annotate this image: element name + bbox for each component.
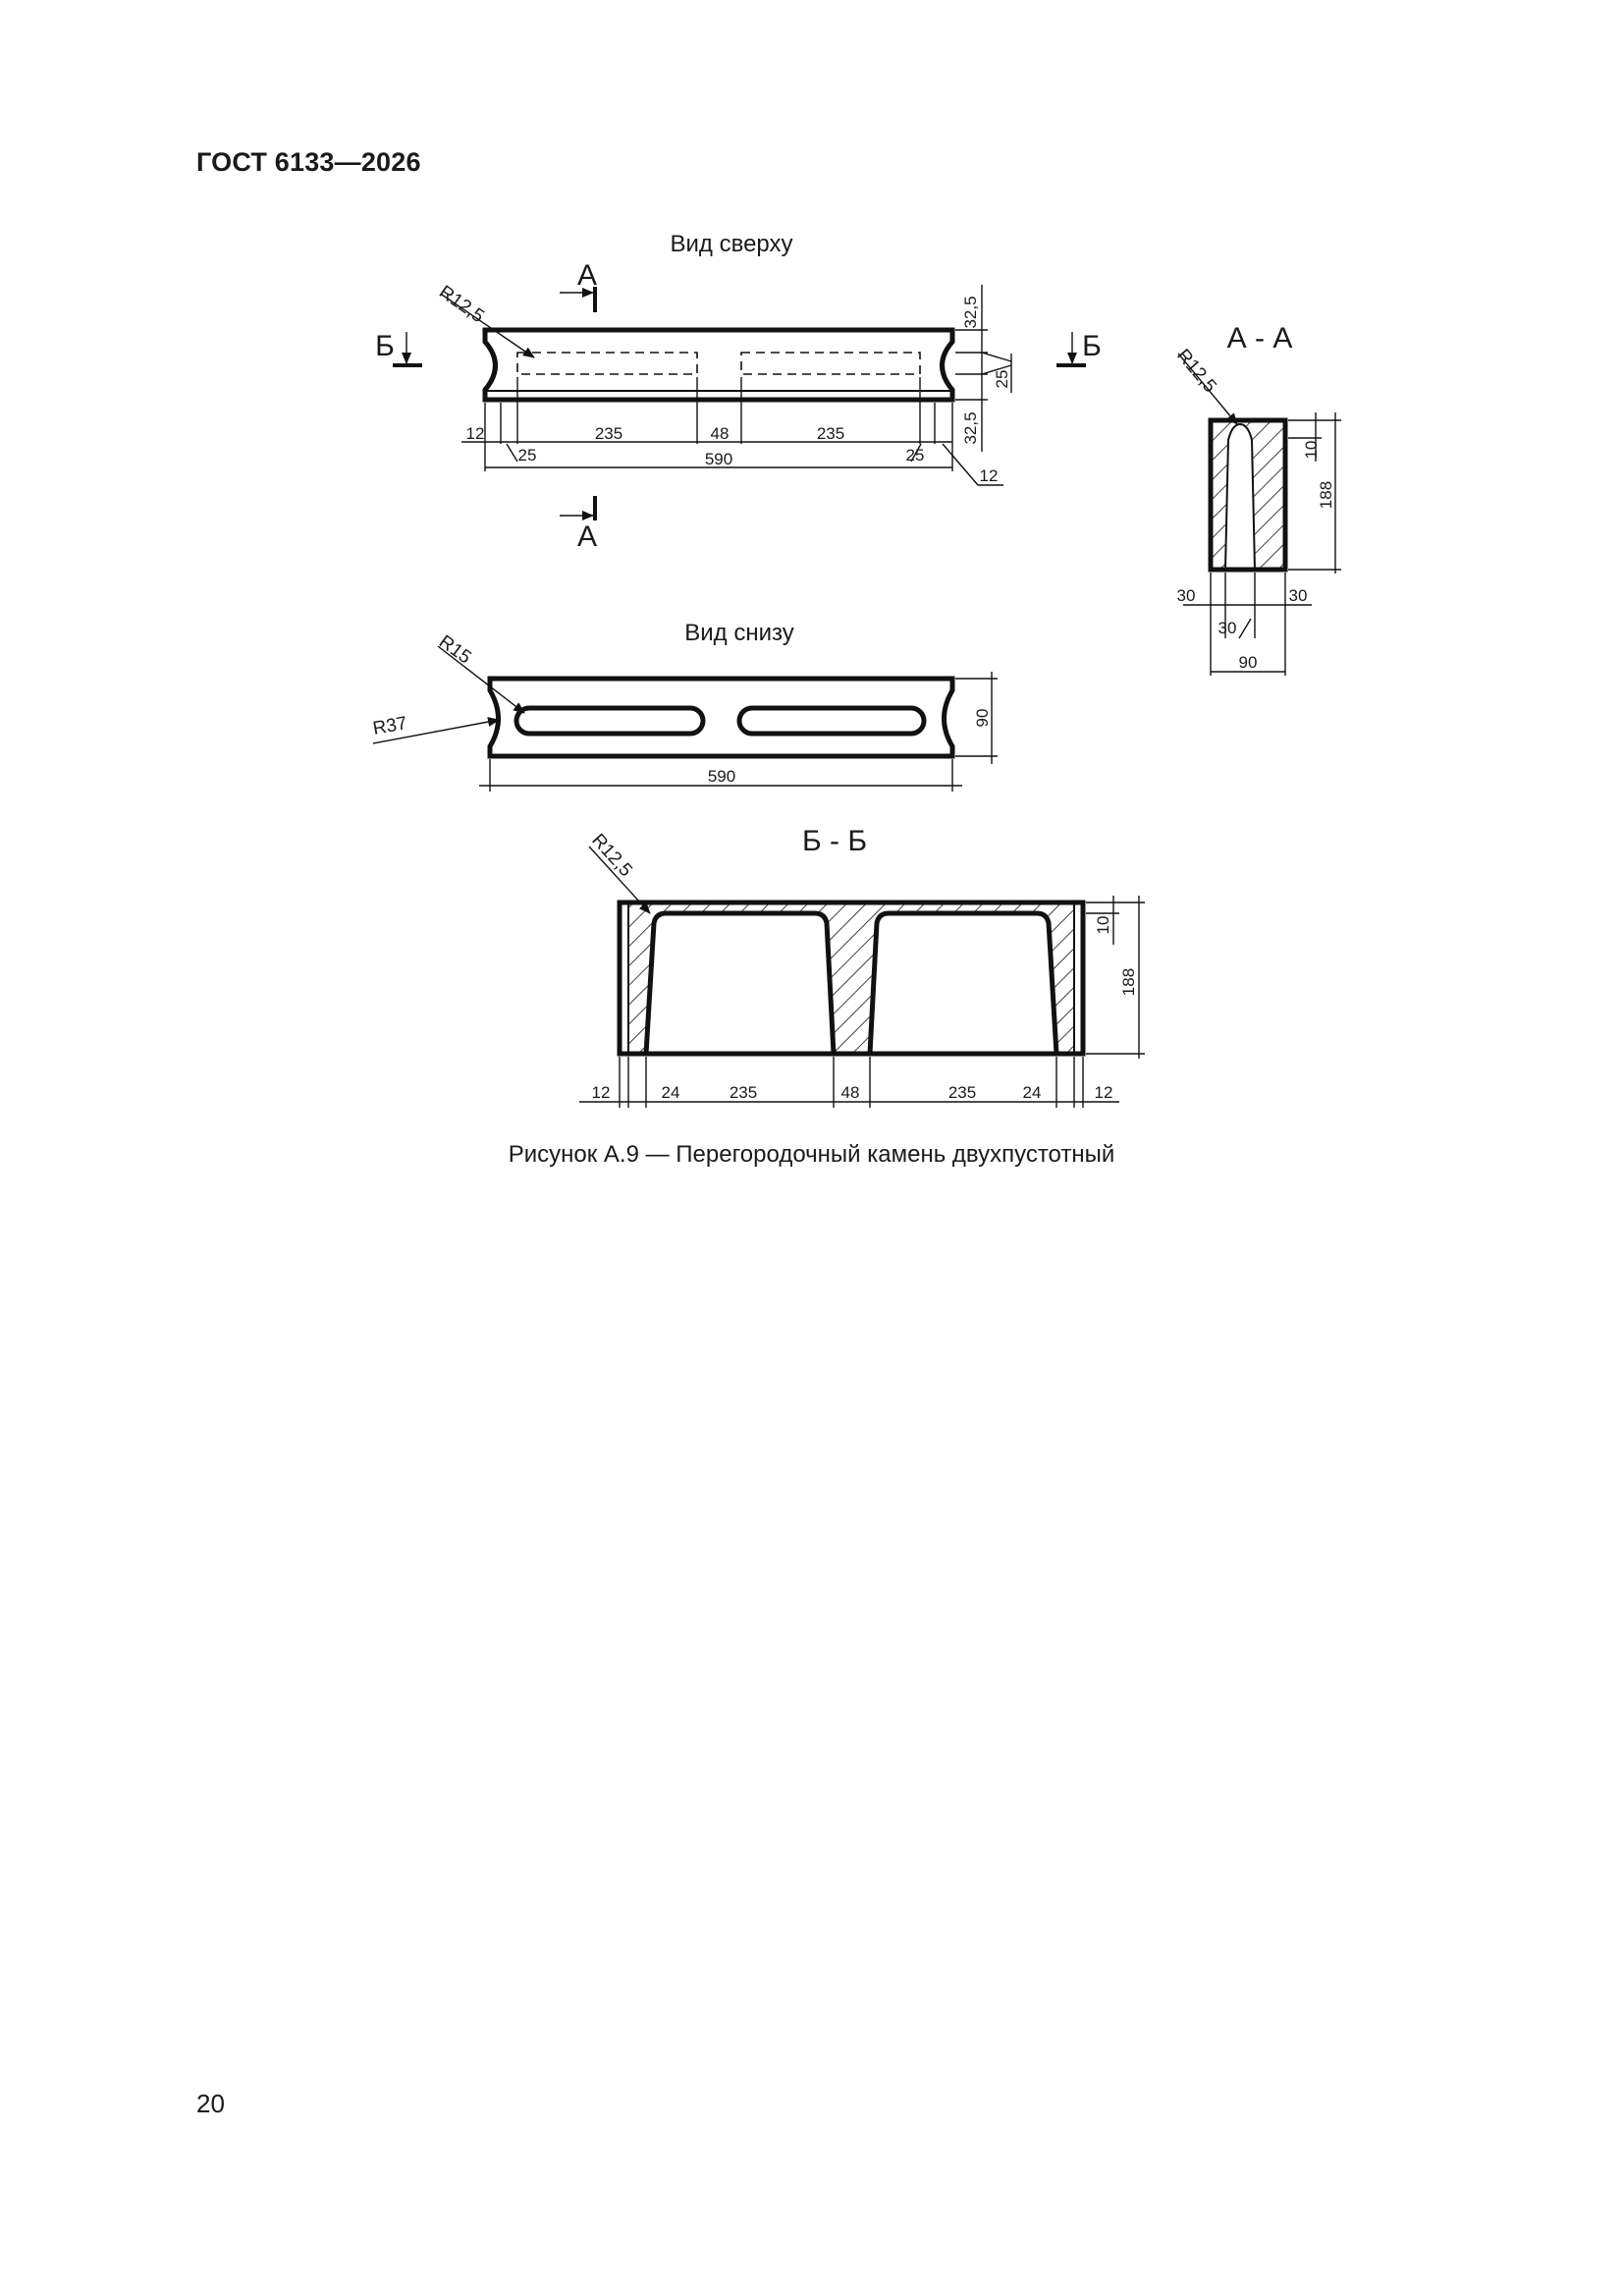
section-aa-radius-label: R12,5	[1172, 345, 1220, 398]
top-view-void-2	[741, 353, 920, 374]
top-view-void-1	[517, 353, 697, 374]
section-bb-void-2	[870, 913, 1056, 1054]
dim-bottom-total: 590	[707, 767, 736, 786]
section-mark-a-bottom: А	[576, 520, 598, 553]
top-view-radius-label: R12,5	[435, 281, 488, 328]
section-mark-b-right: Б	[1082, 330, 1102, 362]
dim-top-mid-web: 48	[710, 424, 730, 443]
section-aa-void	[1225, 424, 1255, 570]
dim-top-h-mid: 25	[993, 369, 1011, 389]
top-view-dimensions	[461, 377, 1003, 485]
dim-top-void-2: 235	[816, 424, 845, 443]
dim-aa-w-mid: 30	[1217, 619, 1237, 637]
section-aa-title: А - А	[1226, 322, 1293, 355]
dim-bb-void-1: 235	[729, 1083, 758, 1102]
dim-aa-h-top: 10	[1302, 440, 1321, 460]
dim-top-right-edge: 12	[979, 466, 999, 485]
dim-bb-mid-web: 48	[840, 1083, 860, 1102]
dim-bb-void-2: 235	[947, 1083, 977, 1102]
top-view-title: Вид сверху	[670, 231, 793, 257]
section-mark-a-top: А	[576, 259, 598, 292]
section-mark-b-left: Б	[375, 330, 395, 362]
dim-top-left-edge: 12	[465, 424, 485, 443]
dim-top-h-bottom: 32,5	[961, 411, 980, 445]
dim-top-total: 590	[704, 450, 733, 468]
dim-bottom-width: 90	[973, 708, 992, 728]
bottom-view-slot-2	[739, 708, 924, 734]
section-bb-void-1	[646, 913, 834, 1054]
dim-top-h-top: 32,5	[961, 296, 980, 329]
dim-bb-h-total: 188	[1119, 967, 1138, 997]
dim-bb-right-web: 24	[1022, 1083, 1042, 1102]
bottom-view	[371, 620, 998, 792]
dim-aa-h-total: 188	[1317, 480, 1335, 510]
dim-bb-left-web: 24	[661, 1083, 680, 1102]
bottom-view-r37-label: R37	[371, 713, 409, 739]
dim-aa-w-total: 90	[1238, 653, 1258, 672]
bottom-view-title: Вид снизу	[684, 620, 794, 646]
dim-top-void-1: 235	[594, 424, 623, 443]
section-aa	[1172, 322, 1341, 676]
dim-aa-w-right: 30	[1288, 586, 1308, 605]
section-bb-title: Б - Б	[801, 825, 868, 857]
bottom-view-outline	[490, 679, 952, 756]
dim-top-left-web: 25	[517, 446, 537, 465]
section-bb	[579, 825, 1145, 1108]
dim-aa-w-left: 30	[1176, 586, 1196, 605]
figure-caption: Рисунок А.9 — Перегородочный камень двухпустотный	[508, 1141, 1115, 1168]
section-aa-hatch	[1211, 420, 1285, 570]
top-view	[375, 231, 1102, 553]
dim-bb-right-edge: 12	[1094, 1083, 1113, 1102]
dim-bb-left-edge: 12	[591, 1083, 611, 1102]
section-bb-hatch	[628, 902, 1074, 1054]
page-number: 20	[196, 2089, 225, 2118]
bottom-view-r15-label: R15	[435, 631, 475, 669]
document-header: ГОСТ 6133—2026	[196, 147, 421, 177]
dim-top-right-web: 25	[905, 446, 925, 465]
dim-bb-h-top: 10	[1094, 915, 1112, 935]
bottom-view-slot-1	[516, 708, 703, 734]
section-bb-radius-label: R12,5	[587, 830, 636, 882]
top-view-outline	[485, 330, 952, 400]
